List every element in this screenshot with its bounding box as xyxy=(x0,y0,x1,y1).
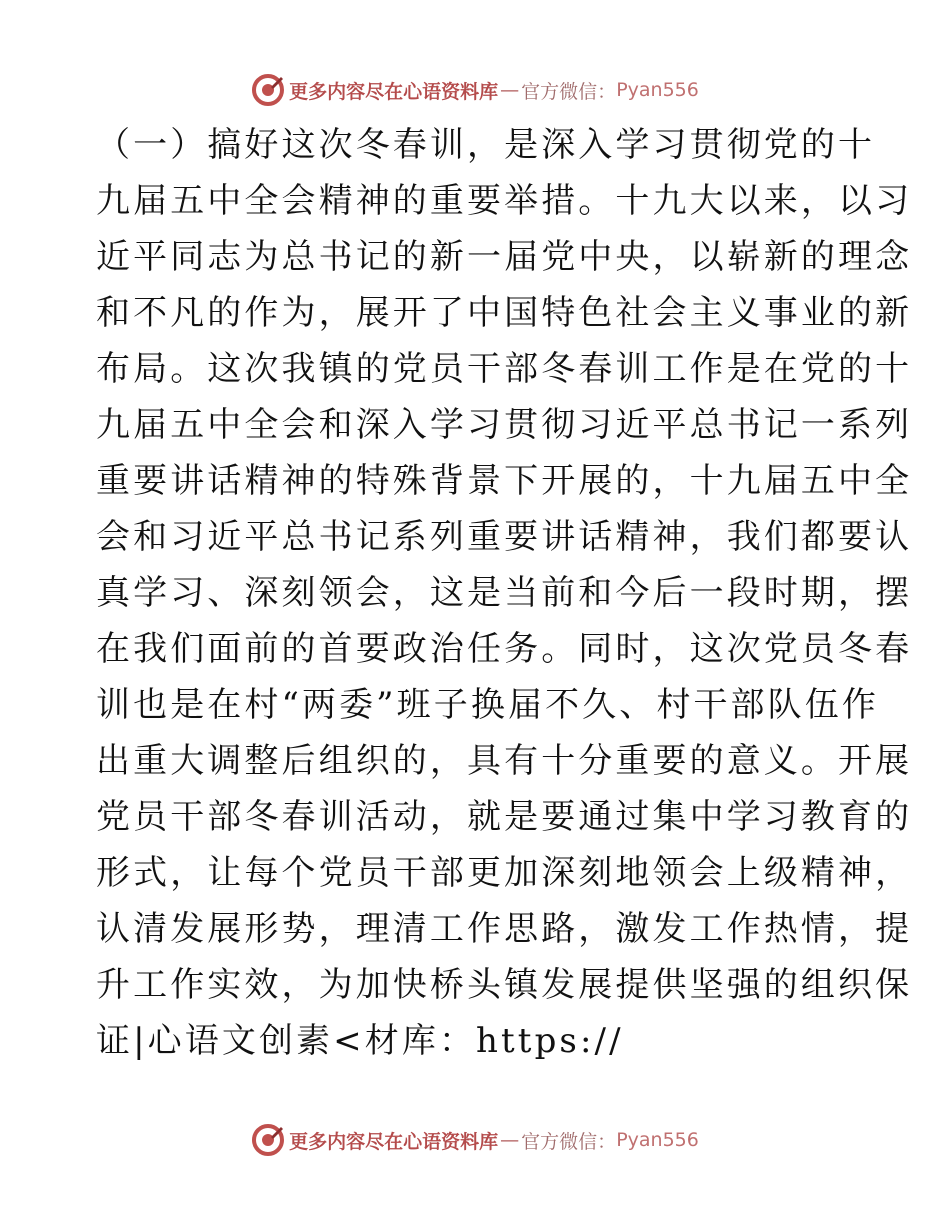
watermark-banner-top xyxy=(0,70,950,110)
text-line: 出重大调整后组织的，具有十分重要的意义。开展 xyxy=(96,741,913,781)
red-circle-pen-logo-icon xyxy=(251,1123,285,1157)
text-line: 重要讲话精神的特殊背景下开展的，十九届五中全 xyxy=(96,461,913,501)
watermark-wechat-label: 官方微信： xyxy=(521,1130,617,1153)
text-line: （一）搞好这次冬春训，是深入学习贯彻党的十 xyxy=(96,125,876,165)
watermark-wechat-id: Pyan556 xyxy=(616,1129,699,1151)
text-line: 布局。这次我镇的党员干部冬春训工作是在党的十 xyxy=(96,349,913,389)
text-line: 近平同志为总书记的新一届党中央，以崭新的理念 xyxy=(96,237,913,277)
watermark-separator: — xyxy=(500,79,520,101)
text-line: 和不凡的作为，展开了中国特色社会主义事业的新 xyxy=(96,293,913,333)
text-line: 九届五中全会精神的重要举措。十九大以来，以习 xyxy=(96,181,913,221)
document-body xyxy=(96,117,913,1069)
text-line: 形式，让每个党员干部更加深刻地领会上级精神， xyxy=(96,853,913,893)
watermark-banner-bottom xyxy=(0,1120,950,1160)
red-circle-pen-logo-icon xyxy=(251,73,285,107)
watermark-site-name: 更多内容尽在心语资料库 xyxy=(289,1130,499,1153)
watermark-site-name: 更多内容尽在心语资料库 xyxy=(289,80,499,103)
text-line: 真学习、深刻领会，这是当前和今后一段时期，摆 xyxy=(96,573,913,613)
text-line: 训也是在村“两委”班子换届不久、村干部队伍作 xyxy=(96,685,879,725)
text-line: 在我们面前的首要政治任务。同时，这次党员冬春 xyxy=(96,629,913,669)
text-line: 党员干部冬春训活动，就是要通过集中学习教育的 xyxy=(96,797,913,837)
text-line: 升工作实效，为加快桥头镇发展提供坚强的组织保 xyxy=(96,965,913,1005)
watermark-wechat-label: 官方微信： xyxy=(521,80,617,103)
text-line: 证|心语文创素<材库：https:// xyxy=(96,1021,624,1061)
watermark-wechat-id: Pyan556 xyxy=(616,79,699,101)
text-line: 九届五中全会和深入学习贯彻习近平总书记一系列 xyxy=(96,405,913,445)
text-line: 会和习近平总书记系列重要讲话精神，我们都要认 xyxy=(96,517,913,557)
text-line: 认清发展形势，理清工作思路，激发工作热情，提 xyxy=(96,909,913,949)
watermark-separator: — xyxy=(500,1129,520,1151)
